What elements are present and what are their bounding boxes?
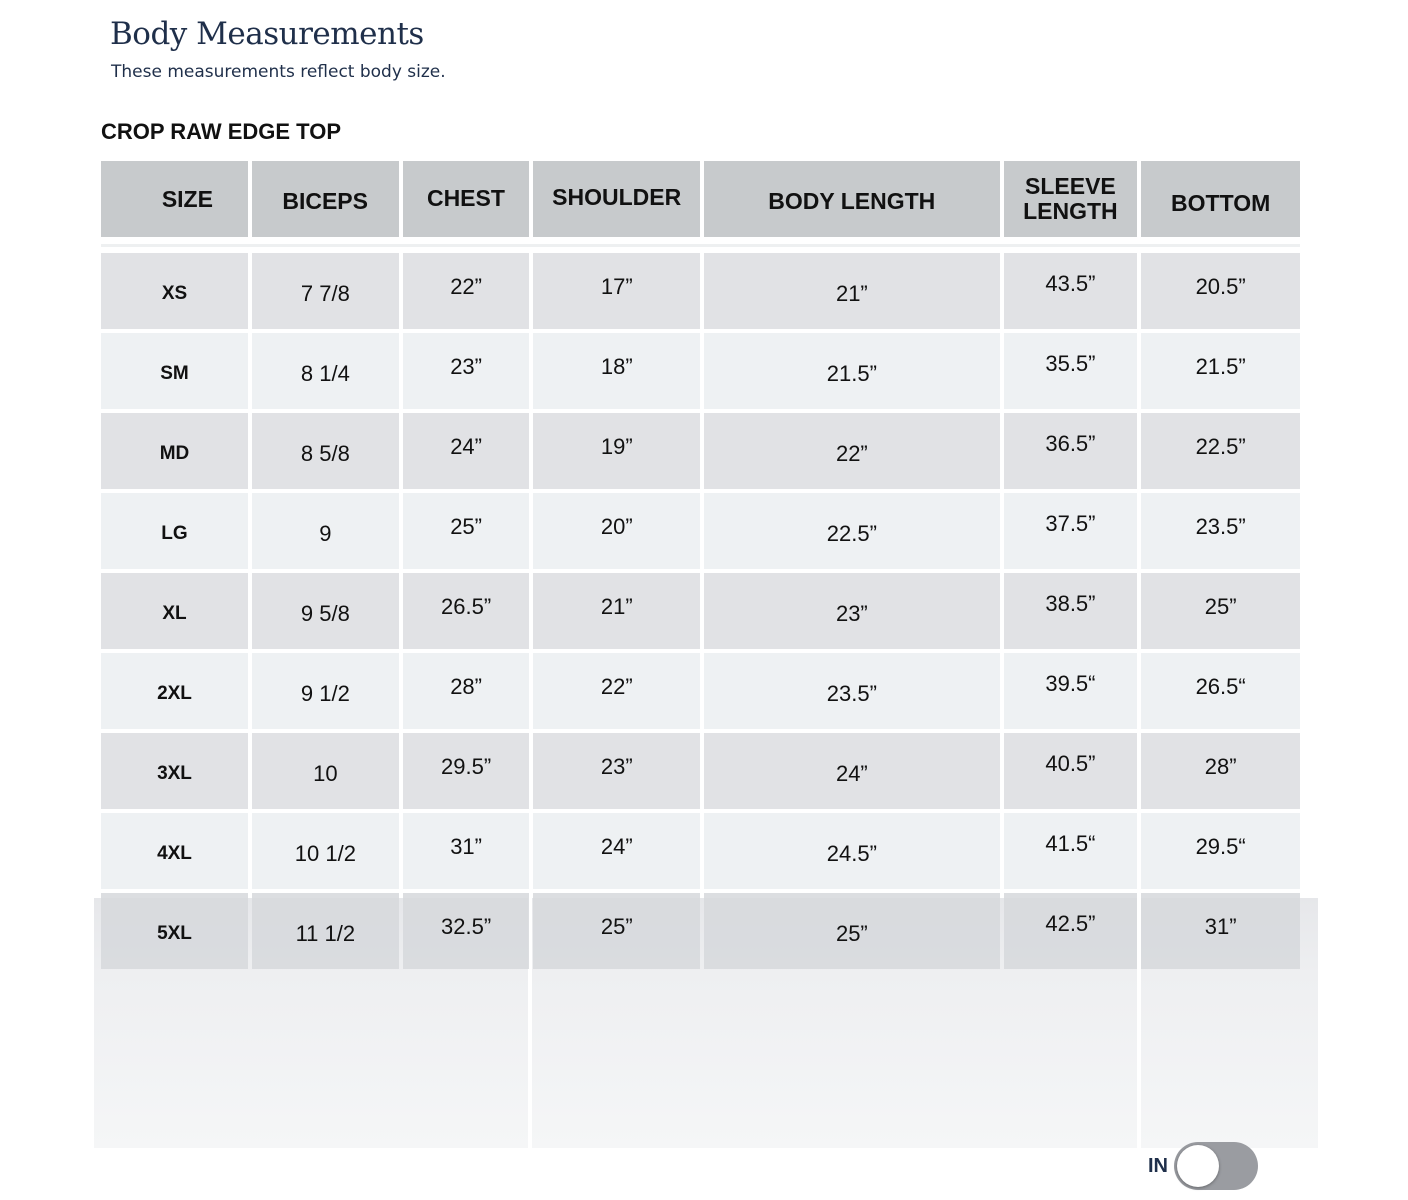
cell-shoulder: 25” (533, 893, 700, 969)
size-label: XS (161, 283, 188, 304)
cell-biceps: 7 7/8 (252, 253, 399, 329)
table-row (101, 733, 1300, 809)
header-sleeve-length-line1: SLEEVE (1025, 173, 1116, 199)
table-title: CROP RAW EDGE TOP (101, 119, 342, 144)
cell-body-length: 25” (704, 893, 999, 969)
page-title: Body Measurements (110, 16, 424, 52)
cell-chest: 28” (403, 653, 530, 729)
cell-bottom: 25” (1141, 573, 1300, 649)
size-label: XL (162, 603, 187, 624)
size-label: LG (161, 523, 188, 544)
cell-size (101, 333, 248, 409)
header-sleeve-length-line2: LENGTH (1023, 198, 1118, 224)
cell-chest: 31” (403, 813, 530, 889)
cell-body-length: 22” (704, 413, 999, 489)
cell-shoulder: 17” (533, 253, 700, 329)
cell-body-length: 23” (704, 573, 999, 649)
cell-biceps: 9 5/8 (252, 573, 399, 649)
cell-biceps: 8 1/4 (252, 333, 399, 409)
cell-size (101, 653, 248, 729)
cell-body-length: 21” (704, 253, 999, 329)
cell-chest: 23” (403, 333, 530, 409)
table-row (101, 253, 1300, 329)
cell-body-length: 24” (704, 733, 999, 809)
header-shoulder: SHOULDER (533, 161, 700, 237)
cell-sleeve-length: 40.5” (1004, 733, 1138, 809)
unit-toggle-label: IN (1148, 1154, 1168, 1177)
cell-sleeve-length: 39.5“ (1004, 653, 1138, 729)
table-header-row (101, 161, 1300, 237)
cell-body-length: 21.5” (704, 333, 999, 409)
cell-sleeve-length: 41.5“ (1004, 813, 1138, 889)
size-label: SM (160, 363, 189, 384)
header-bottom: BOTTOM (1141, 161, 1300, 237)
cell-size (101, 893, 248, 969)
cell-biceps: 10 (252, 733, 399, 809)
header-biceps: BICEPS (252, 161, 399, 237)
cell-chest: 32.5” (403, 893, 530, 969)
cell-chest: 22” (403, 253, 530, 329)
cell-size (101, 253, 248, 329)
cell-shoulder: 19” (533, 413, 700, 489)
cell-bottom: 22.5” (1141, 413, 1300, 489)
cell-bottom: 31” (1141, 893, 1300, 969)
cell-body-length: 24.5” (704, 813, 999, 889)
table-row (101, 653, 1300, 729)
header-chest: CHEST (403, 161, 530, 237)
cell-bottom: 29.5“ (1141, 813, 1300, 889)
cell-biceps: 11 1/2 (252, 893, 399, 969)
cell-shoulder: 18” (533, 333, 700, 409)
unit-switch-knob[interactable] (1177, 1145, 1219, 1187)
cell-size (101, 413, 248, 489)
cell-bottom: 20.5” (1141, 253, 1300, 329)
cell-sleeve-length: 38.5” (1004, 573, 1138, 649)
cell-body-length: 23.5” (704, 653, 999, 729)
cell-shoulder: 20” (533, 493, 700, 569)
cell-sleeve-length: 35.5” (1004, 333, 1138, 409)
header-sleeve-length (1004, 161, 1138, 237)
cell-sleeve-length: 37.5” (1004, 493, 1138, 569)
header-body-length: BODY LENGTH (704, 161, 999, 237)
cell-bottom: 23.5” (1141, 493, 1300, 569)
cell-chest: 26.5” (403, 573, 530, 649)
page-subtitle: These measurements reflect body size. (111, 62, 446, 82)
cell-size (101, 573, 248, 649)
cell-chest: 25” (403, 493, 530, 569)
cell-size (101, 733, 248, 809)
cell-biceps: 9 (252, 493, 399, 569)
size-chart-table (101, 161, 1300, 973)
cell-body-length: 22.5” (704, 493, 999, 569)
table-body (101, 253, 1300, 969)
size-label: 3XL (157, 763, 192, 784)
cell-bottom: 26.5“ (1141, 653, 1300, 729)
table-row (101, 333, 1300, 409)
table-row (101, 493, 1300, 569)
cell-size (101, 813, 248, 889)
cell-sleeve-length: 42.5” (1004, 893, 1138, 969)
cell-chest: 24” (403, 413, 530, 489)
size-label: 4XL (157, 843, 192, 864)
cell-bottom: 21.5” (1141, 333, 1300, 409)
cell-shoulder: 21” (533, 573, 700, 649)
cell-shoulder: 23” (533, 733, 700, 809)
cell-shoulder: 24” (533, 813, 700, 889)
table-row (101, 813, 1300, 889)
cell-sleeve-length: 43.5” (1004, 253, 1138, 329)
header-separator (101, 237, 1300, 253)
size-label: 5XL (157, 923, 192, 944)
cell-bottom: 28” (1141, 733, 1300, 809)
cell-biceps: 8 5/8 (252, 413, 399, 489)
cell-size (101, 493, 248, 569)
cell-sleeve-length: 36.5” (1004, 413, 1138, 489)
cell-biceps: 9 1/2 (252, 653, 399, 729)
table-row (101, 413, 1300, 489)
cell-chest: 29.5” (403, 733, 530, 809)
size-label: 2XL (157, 683, 192, 704)
cell-shoulder: 22” (533, 653, 700, 729)
unit-toggle[interactable] (1148, 1142, 1258, 1190)
size-label: MD (159, 443, 190, 464)
table-row (101, 573, 1300, 649)
unit-switch[interactable] (1174, 1142, 1258, 1190)
table-row (101, 893, 1300, 969)
cell-biceps: 10 1/2 (252, 813, 399, 889)
header-size: SIZE (101, 161, 248, 237)
